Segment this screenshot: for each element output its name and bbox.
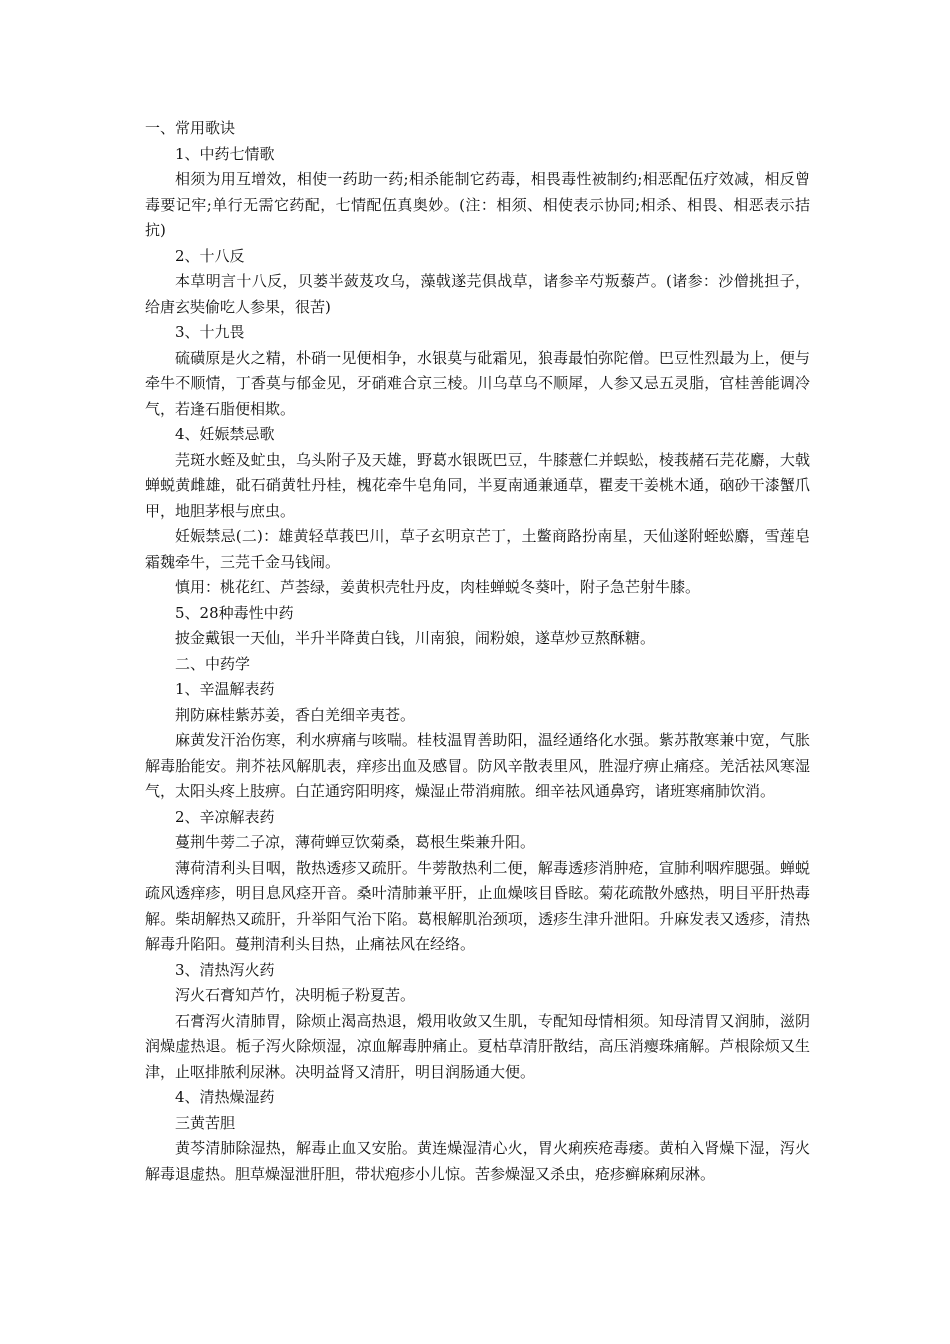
paragraph: 慎用：桃花红、芦荟绿，姜黄枳壳牡丹皮，肉桂蝉蜕冬葵叶，附子急芒射牛膝。 <box>175 578 701 596</box>
subsection-heading: 4、清热燥湿药 <box>175 1088 275 1106</box>
paragraph: 妊娠禁忌(二)：雄黄轻草莪巴川，草子玄明京芒丁，土鳖商路扮南星，天仙遂附蛭蚣麝，雪莲皂霜魏牵牛，三芫千金马钱闹。 <box>145 527 810 571</box>
paragraph: 荆防麻桂紫苏姜，香白羌细辛夷苍。 <box>175 705 416 724</box>
section-heading: 一、常用歌诀 <box>145 119 236 137</box>
paragraph: 石膏泻火清肺胃，除烦止渴高热退，煅用收敛又生肌，专配知母情相须。知母清胃又润肺，滋阴润燥虚热退。栀子泻火除烦湿，凉血解毒肿痛止。夏枯草清肝散结，高压消瘿珠痛解。芦根除烦又生津，止呕排脓利尿淋。决明益肾又清肝，明目润肠通大便。 <box>145 1011 810 1081</box>
subsection-heading: 2、十八反 <box>175 246 245 265</box>
subsection-heading: 4、妊娠禁忌歌 <box>175 425 275 443</box>
subsection-heading: 2、辛凉解表药 <box>175 807 275 826</box>
subsection-heading: 1、中药七情歌 <box>175 144 275 163</box>
subsection-heading: 5、28种毒性中药 <box>175 603 294 622</box>
subsection-heading: 三黄苦胆 <box>175 1113 236 1132</box>
subsection-heading: 1、辛温解表药 <box>175 680 275 698</box>
paragraph: 蔓荆牛蒡二子凉，薄荷蝉豆饮菊桑，葛根生柴兼升阳。 <box>175 833 536 851</box>
document-page <box>145 116 810 1187</box>
paragraph: 芫斑水蛭及虻虫，乌头附子及天雄，野葛水银既巴豆，牛膝薏仁并蜈蚣，棱莪赭石芫花麝，大戟蝉蜕黄雌雄，砒石硝黄牡丹桂，槐花牵牛皂角同，半夏南通兼通草，瞿麦干姜桃木通，硇砂干漆蟹爪甲，地胆茅根与庶虫。 <box>145 450 810 520</box>
paragraph: 泻火石膏知芦竹，决明栀子粉夏苦。 <box>175 986 416 1004</box>
subsection-heading: 3、清热泻火药 <box>175 960 275 979</box>
subsection-heading: 二、中药学 <box>175 654 251 673</box>
paragraph: 披金戴银一天仙，半升半降黄白钱，川南狼，闹粉娘，遂草炒豆熬酥糖。 <box>175 629 656 647</box>
paragraph: 硫磺原是火之精，朴硝一见便相争，水银莫与砒霜见，狼毒最怕弥陀僧。巴豆性烈最为上，便与牵牛不顺情，丁香莫与郁金见，牙硝难合京三棱。川乌草乌不顺犀，人参又忌五灵脂，官桂善能调冷气，若逢石脂便相欺。 <box>145 348 810 418</box>
paragraph: 黄芩清肺除湿热，解毒止血又安胎。黄连燥湿清心火，胃火痢疾疮毒痿。黄柏入肾燥下湿，泻火解毒退虚热。胆草燥湿泄肝胆，带状疱疹小儿惊。苦参燥湿又杀虫，疮疹癣麻痢尿淋。 <box>145 1139 810 1183</box>
paragraph: 本草明言十八反，贝蒌半蔹芨攻乌，藻戟遂芫俱战草，诸参辛芍叛藜芦。(诸参：沙僧挑担子，给唐玄奘偷吃人参果，很苦) <box>145 272 810 316</box>
paragraph: 相须为用互增效，相使一药助一药;相杀能制它药毒，相畏毒性被制约;相恶配伍疗效减，相反曾毒要记牢;单行无需它药配，七情配伍真奥妙。(注：相须、相使表示协同;相杀、相畏、相恶表示拮抗) <box>145 170 810 239</box>
subsection-heading: 3、十九畏 <box>175 323 245 341</box>
paragraph: 薄荷清利头目咽，散热透疹又疏肝。牛蒡散热利二便，解毒透疹消肿疮，宣肺利咽痄腮强。蝉蜕疏风透痒疹，明目息风痉开音。桑叶清肺兼平肝，止血燥咳目昏眩。菊花疏散外感热，明目平肝热毒解。柴胡解热又疏肝，升举阳气治下陷。葛根解肌治颈项，透疹生津升泄阳。升麻发表又透疹，清热解毒升陷阳。蔓荆清利头目热，止痛祛风在经络。 <box>145 858 810 953</box>
paragraph: 麻黄发汗治伤寒，利水痹痛与咳喘。桂枝温胃善助阳，温经通络化水强。紫苏散寒兼中宽，气胀解毒胎能安。荆芥祛风解肌表，痒疹出血及感冒。防风辛散表里风，胜湿疗痹止痛痉。羌活祛风寒湿气，太阳头疼上肢痹。白芷通窍阳明疼，燥湿止带消痈脓。细辛祛风通鼻窍，诸班寒痛肺饮消。 <box>145 731 810 800</box>
